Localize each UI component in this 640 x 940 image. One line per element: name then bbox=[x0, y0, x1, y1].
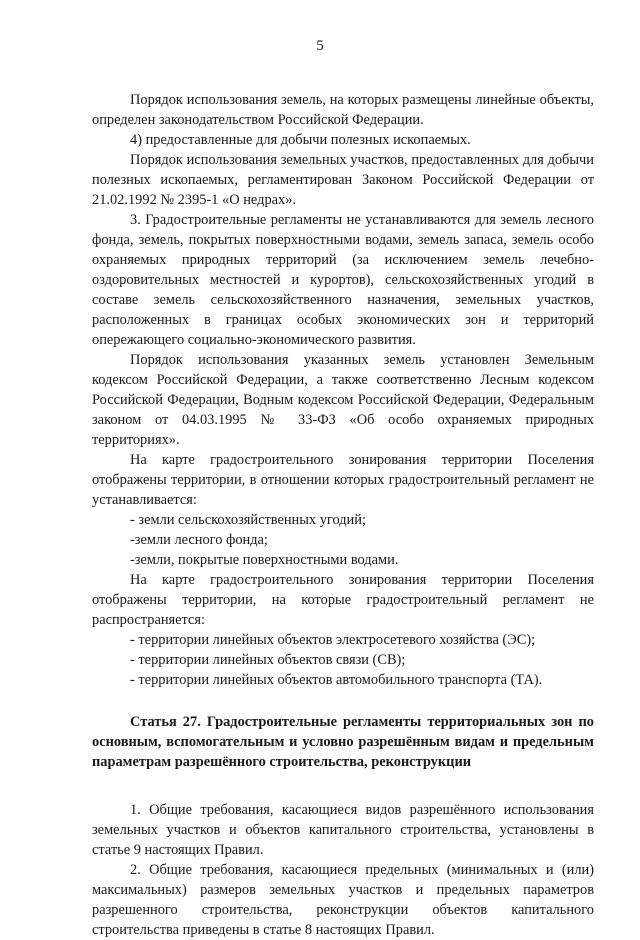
paragraph: 1. Общие требования, касающиеся видов разрешённого использования земельных участков и объектов капитального строительства, установлены в статье 9 настоящих Правил. bbox=[92, 802, 594, 858]
paragraph: 3. Градостроительные регламенты не устанавливаются для земель лесного фонда, земель, покрытых поверхностными водами, земель запаса, земель особо охраняемых природных территорий (за исключением земель лечебно-оздоровительных местностей и курортов), сельскохозяйственных угодий в составе земель сельскохозяйственного назначения, земельных участков, расположенных в границах особых экономических зон и территорий опережающего социально-экономического развития. bbox=[92, 212, 594, 348]
list-item: - территории линейных объектов автомобильного транспорта (ТА). bbox=[130, 672, 543, 688]
page-number: 5 bbox=[316, 38, 324, 54]
paragraph: На карте градостроительного зонирования территории Поселения отображены территории, на которые градостроительный регламент не распространяется: bbox=[92, 572, 594, 628]
paragraph: 4) предоставленные для добычи полезных ископаемых. bbox=[130, 132, 471, 148]
paragraph: 2. Общие требования, касающиеся предельных (минимальных и (или) максимальных) размеров земельных участков и предельных параметров разрешенного строительства, реконструкции объектов капитального строительства приведены в статье 8 настоящих Правил. bbox=[92, 862, 594, 938]
paragraph: Порядок использования земель, на которых размещены линейные объекты, определен законодательством Российской Федерации. bbox=[92, 92, 594, 128]
list-item: -земли, покрытые поверхностными водами. bbox=[130, 552, 399, 568]
list-item: - территории линейных объектов электросетевого хозяйства (ЭС); bbox=[130, 632, 536, 648]
document-body bbox=[92, 90, 594, 940]
paragraph: Порядок использования указанных земель установлен Земельным кодексом Российской Федерации, а также соответственно Лесным кодексом Российской Федерации, Водным кодексом Российской Федерации, Федеральным законом от 04.03.1995 № 33-ФЗ «Об особо охраняемых природных территориях». bbox=[92, 352, 594, 448]
list-item: - земли сельскохозяйственных угодий; bbox=[130, 512, 366, 528]
paragraph: Порядок использования земельных участков, предоставленных для добычи полезных ископаемых, регламентирован Законом Российской Федерации от 21.02.1992 № 2395-1 «О недрах». bbox=[92, 152, 594, 208]
list-not-applies bbox=[92, 630, 594, 690]
paragraph: На карте градостроительного зонирования территории Поселения отображены территории, в отношении которых градостроительный регламент не устанавливается: bbox=[92, 452, 594, 508]
article-heading: Статья 27. Градостроительные регламенты территориальных зон по основным, вспомогательным и условно разрешённым видам и предельным параметрам разрешённого строительства, реконструкции bbox=[92, 714, 594, 770]
list-item: -земли лесного фонда; bbox=[130, 532, 268, 548]
list-not-established bbox=[92, 510, 594, 570]
list-item: - территории линейных объектов связи (СВ); bbox=[130, 652, 406, 668]
